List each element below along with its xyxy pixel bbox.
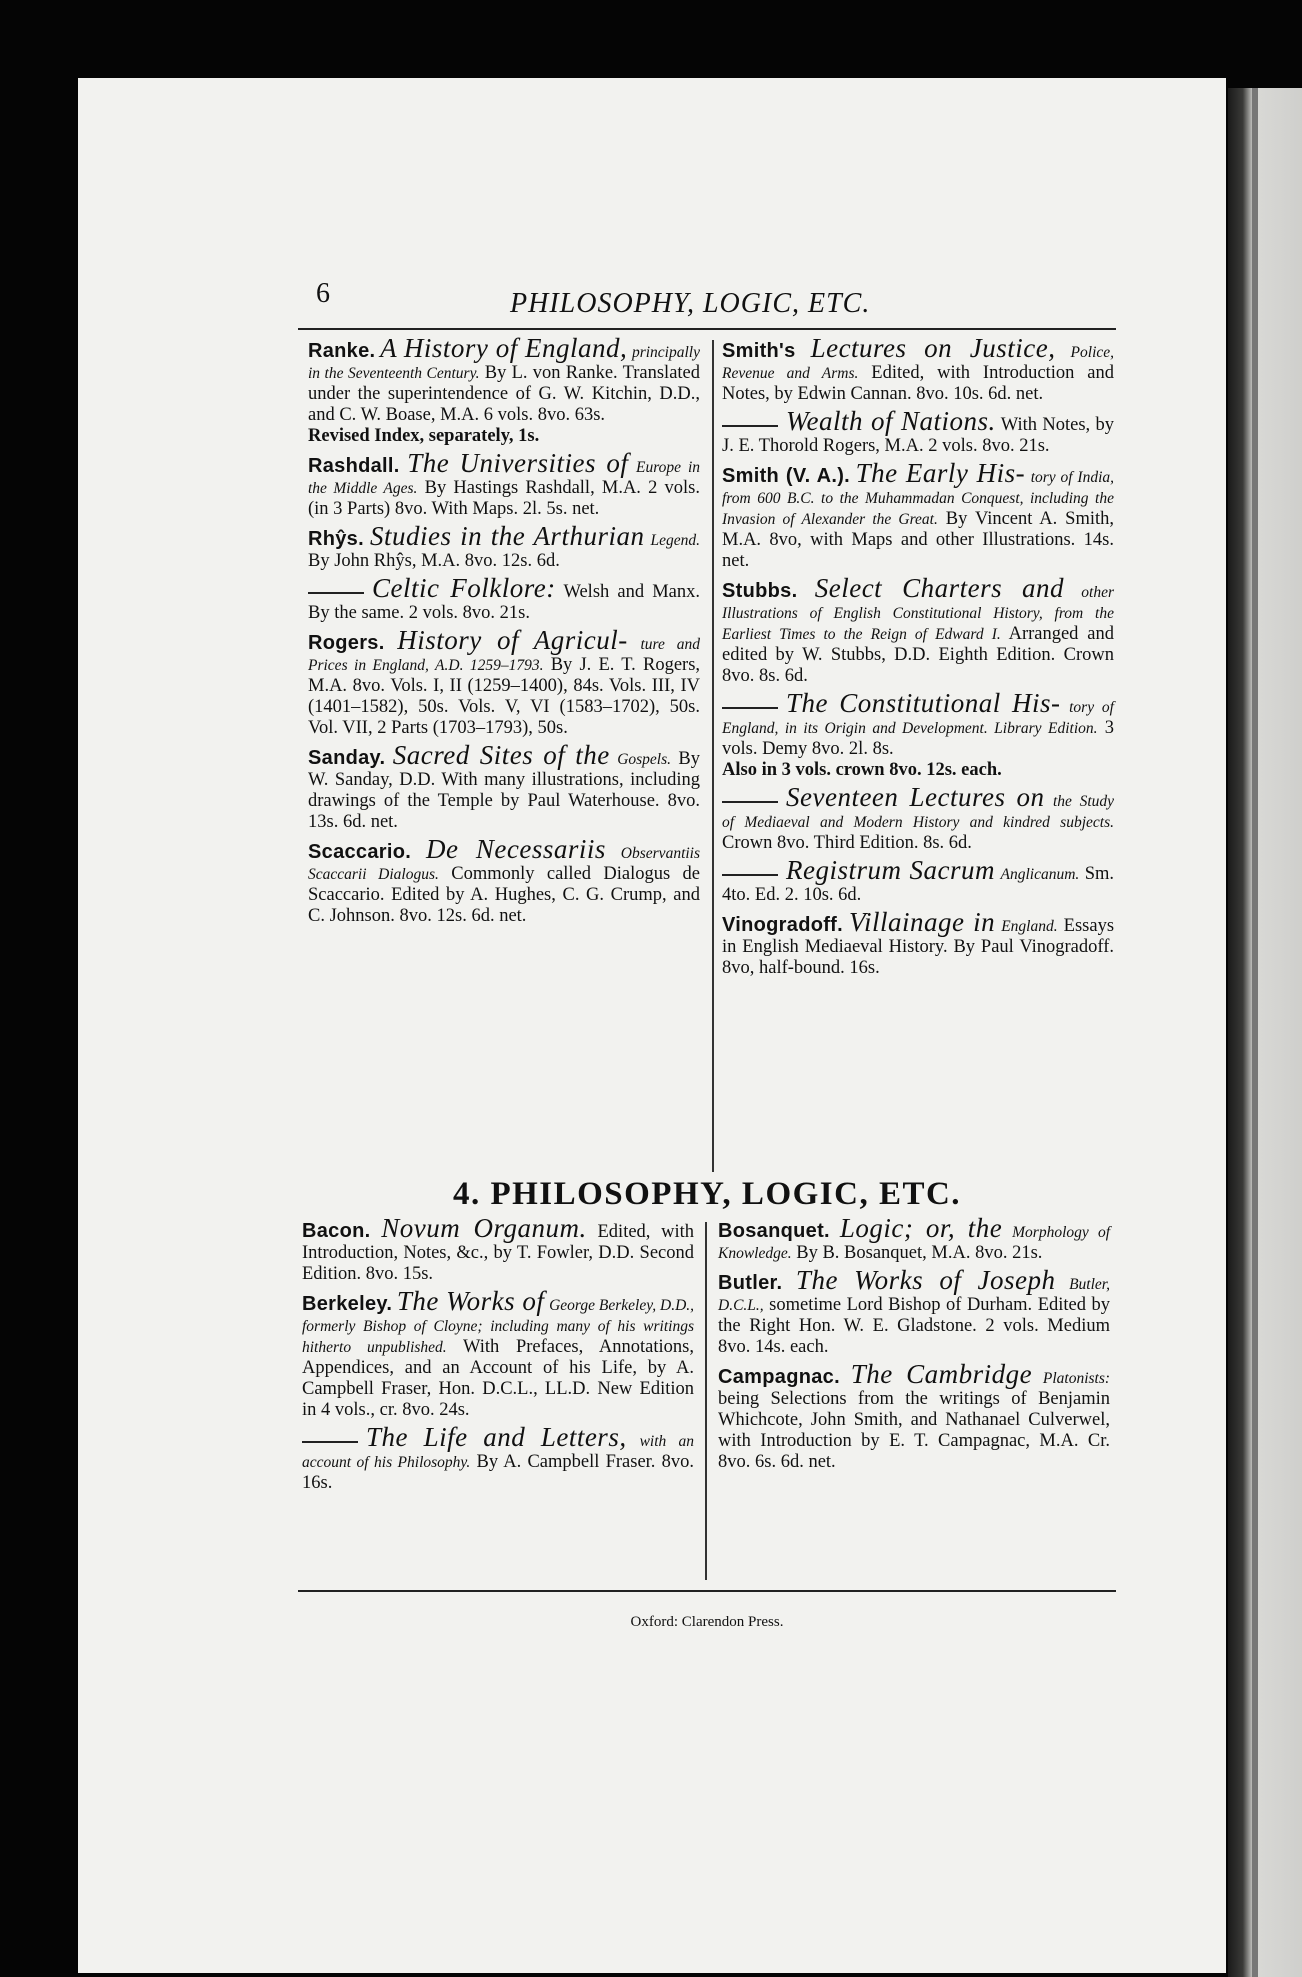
- ditto-dash: [722, 874, 778, 876]
- entry-author: Butler.: [718, 1272, 783, 1294]
- entry-author: Ranke.: [308, 340, 376, 362]
- catalogue-entry: [722, 855, 1115, 906]
- page-edge: [1228, 88, 1302, 1977]
- entry-title: Seventeen Lectures on: [786, 782, 1045, 812]
- entry-subtitle: Morphology of Knowledge.: [718, 1224, 1111, 1262]
- catalogue-entry: [722, 688, 1115, 781]
- entry-details: Welsh and Manx. By the same. 2 vols. 8vo. 21s.: [308, 582, 700, 623]
- catalogue-entry: [722, 406, 1115, 457]
- entry-title: The Works of: [396, 1286, 545, 1316]
- entry-author: Smith's: [722, 340, 796, 362]
- column-divider-top: [712, 340, 714, 1172]
- ditto-dash: [308, 592, 364, 594]
- entry-title: Studies in the Arthurian: [370, 521, 645, 551]
- entry-title: Villainage in: [849, 907, 996, 937]
- entry-subtitle: other Illustrations of English Constitutional History, from the Earliest Times to the Reign of Edward I.: [722, 584, 1114, 643]
- section-heading: 4. PHILOSOPHY, LOGIC, ETC.: [452, 1176, 962, 1212]
- entry-author: Bacon.: [302, 1220, 371, 1242]
- catalogue-entry: [722, 782, 1115, 854]
- entry-details: Edited, with Introduction, Notes, &c., by T. Fowler, D.D. Second Edition. 8vo. 15s.: [302, 1222, 695, 1284]
- entry-subtitle: Platonists:: [1042, 1370, 1111, 1387]
- entry-extra: Also in 3 vols. crown 8vo. 12s. each.: [722, 760, 1002, 780]
- catalogue-entry: [302, 1213, 695, 1285]
- entry-title: Celtic Folklore:: [372, 573, 556, 603]
- entry-subtitle: England.: [1001, 918, 1058, 935]
- entry-title: The Works of Joseph: [795, 1265, 1056, 1295]
- entry-title: History of Agricul-: [397, 625, 628, 655]
- entry-subtitle: tory of England, in its Origin and Development. Library Edition.: [722, 699, 1114, 737]
- entry-details: Essays in English Mediaeval History. By Paul Vinogradoff. 8vo, half-bound. 16s.: [722, 916, 1115, 978]
- entry-title: Logic; or, the: [839, 1213, 1003, 1243]
- catalogue-entry: [722, 573, 1114, 687]
- catalogue-entry: [308, 740, 701, 833]
- entry-subtitle: George Berkeley, D.D., formerly Bishop of Cloyne; including many of his writings hitherto unpublished.: [302, 1297, 695, 1356]
- entry-subtitle: the Study of Mediaeval and Modern History and kindred subjects.: [722, 793, 1115, 831]
- entry-title: Wealth of Nations.: [786, 406, 996, 436]
- catalogue-entry: [308, 625, 701, 739]
- entry-author: Stubbs.: [722, 580, 798, 602]
- ditto-dash: [722, 425, 778, 427]
- entry-details: Crown 8vo. Third Edition. 8s. 6d.: [722, 833, 972, 853]
- entry-title: Novum Organum.: [381, 1213, 587, 1243]
- catalogue-entry: [722, 458, 1115, 572]
- catalogue-entry: [308, 521, 701, 572]
- entry-subtitle: ture and Prices in England, A.D. 1259–1793.: [308, 636, 700, 674]
- catalogue-entry: [718, 1265, 1110, 1358]
- entry-details: sometime Lord Bishop of Durham. Edited by the Right Hon. W. E. Gladstone. 2 vols. Medium 8vo. 14s. each.: [718, 1295, 1110, 1357]
- entry-extra: Revised Index, separately, 1s.: [308, 426, 540, 446]
- page-number: 6: [316, 278, 330, 309]
- entry-subtitle: with an account of his Philosophy.: [302, 1433, 694, 1471]
- entry-title: The Life and Letters,: [366, 1422, 627, 1452]
- entry-author: Campagnac.: [718, 1366, 840, 1388]
- running-title: PHILOSOPHY, LOGIC, ETC.: [510, 288, 871, 319]
- catalogue-entry: [722, 907, 1115, 979]
- entry-details: By L. von Ranke. Translated under the superintendence of G. W. Kitchin, D.D., and C. W. Boase, M.A. 6 vols. 8vo. 63s.: [308, 363, 701, 425]
- catalogue-entry: [308, 448, 701, 520]
- right-column-bottom: [718, 1213, 1111, 1479]
- left-column-bottom: [302, 1213, 695, 1500]
- entry-subtitle: Legend.: [650, 532, 701, 549]
- entry-subtitle: Observantiis Scaccarii Dialogus.: [308, 845, 701, 883]
- entry-author: Vinogradoff.: [722, 914, 844, 936]
- entry-author: Smith (V. A.).: [722, 465, 851, 487]
- entry-subtitle: principally in the Seventeenth Century.: [308, 344, 700, 382]
- entry-subtitle: Police, Revenue and Arms.: [722, 344, 1115, 382]
- ditto-dash: [722, 801, 778, 803]
- entry-author: Rashdall.: [308, 455, 400, 477]
- catalogue-entry: [722, 333, 1115, 405]
- entry-title: De Necessariis: [425, 834, 606, 864]
- ditto-dash: [302, 1441, 358, 1443]
- entry-title: Registrum Sacrum: [786, 855, 996, 885]
- column-divider-bottom: [705, 1222, 707, 1580]
- catalogue-entry: [302, 1286, 695, 1421]
- entry-details: By A. Campbell Fraser. 8vo. 16s.: [302, 1452, 694, 1493]
- entry-details: By B. Bosanquet, M.A. 8vo. 21s.: [796, 1243, 1043, 1263]
- entry-subtitle: tory of India, from 600 B.C. to the Muhammadan Conquest, including the Invasion of Alexander the Great.: [722, 469, 1115, 528]
- entry-author: Sanday.: [308, 747, 386, 769]
- entry-author: Rhŷs.: [308, 528, 364, 550]
- entry-subtitle: Butler, D.C.L.,: [718, 1276, 1110, 1314]
- catalogue-entry: [718, 1213, 1111, 1264]
- entry-title: The Early His-: [855, 458, 1026, 488]
- catalogue-entry: [308, 834, 701, 927]
- entry-details: being Selections from the writings of Benjamin Whichcote, John Smith, and Nathanael Culverwel, with Introduction by E. T. Campagnac, M.A. Cr. 8vo. 6s. 6d. net.: [718, 1389, 1110, 1472]
- entry-details: Edited, with Introduction and Notes, by Edwin Cannan. 8vo. 10s. 6d. net.: [722, 363, 1114, 404]
- entry-details: With Prefaces, Annotations, Appendices, and an Account of his Life, by A. Campbell Fraser, Hon. D.C.L., LL.D. New Edition in 4 vols., cr. 8vo. 24s.: [302, 1337, 694, 1420]
- entry-title: Sacred Sites of the: [392, 740, 610, 770]
- entry-subtitle: Gospels.: [617, 751, 672, 768]
- entry-details: 3 vols. Demy 8vo. 2l. 8s.: [722, 718, 1115, 759]
- catalogue-entry: [308, 573, 700, 624]
- entry-author: Berkeley.: [302, 1293, 393, 1315]
- footer-rule: [298, 1590, 1116, 1592]
- right-column-top: [722, 333, 1115, 985]
- entry-details: By John Rhŷs, M.A. 8vo. 12s. 6d.: [308, 551, 560, 571]
- entry-title: Lectures on Justice,: [810, 333, 1056, 363]
- catalogue-entry: [718, 1359, 1111, 1473]
- entry-details: Sm. 4to. Ed. 2. 10s. 6d.: [722, 864, 1115, 905]
- entry-details: With Notes, by J. E. Thorold Rogers, M.A. 2 vols. 8vo. 21s.: [722, 415, 1115, 456]
- entry-title: Select Charters and: [814, 573, 1064, 603]
- entry-author: Bosanquet.: [718, 1220, 830, 1242]
- entry-details: Commonly called Dialogus de Scaccario. Edited by A. Hughes, C. G. Crump, and C. Johnson. 8vo. 12s. 6d. net.: [308, 864, 701, 926]
- entry-title: The Universities of: [407, 448, 629, 478]
- entry-details: By J. E. T. Rogers, M.A. 8vo. Vols. I, II (1259–1400), 84s. Vols. III, IV (1401–1582), 50s. Vols. V, VI (1583–1702), 50s. Vol. VII, 2 Parts (1703–1793), 50s.: [308, 655, 701, 738]
- entry-details: Arranged and edited by W. Stubbs, D.D. Eighth Edition. Crown 8vo. 8s. 6d.: [722, 624, 1114, 686]
- left-column-top: [308, 333, 701, 933]
- entry-details: By Hastings Rashdall, M.A. 2 vols. (in 3 Parts) 8vo. With Maps. 2l. 5s. net.: [308, 478, 701, 519]
- header-rule: [298, 328, 1116, 330]
- entry-subtitle: Europe in the Middle Ages.: [308, 459, 700, 497]
- catalogue-entry: [308, 333, 701, 447]
- catalogue-entry: [302, 1422, 694, 1494]
- entry-details: By W. Sanday, D.D. With many illustrations, including drawings of the Temple by Paul Waterhouse. 8vo. 13s. 6d. net.: [308, 749, 701, 832]
- entry-author: Rogers.: [308, 632, 385, 654]
- entry-title: The Cambridge: [850, 1359, 1033, 1389]
- ditto-dash: [722, 707, 778, 709]
- entry-title: A History of England,: [380, 333, 628, 363]
- entry-details: By Vincent A. Smith, M.A. 8vo, with Maps and other Illustrations. 14s. net.: [722, 509, 1114, 571]
- entry-author: Scaccario.: [308, 841, 412, 863]
- entry-subtitle: Anglicanum.: [1000, 866, 1080, 883]
- publisher-footer: Oxford: Clarendon Press.: [630, 1614, 784, 1630]
- entry-title: The Constitutional His-: [786, 688, 1061, 718]
